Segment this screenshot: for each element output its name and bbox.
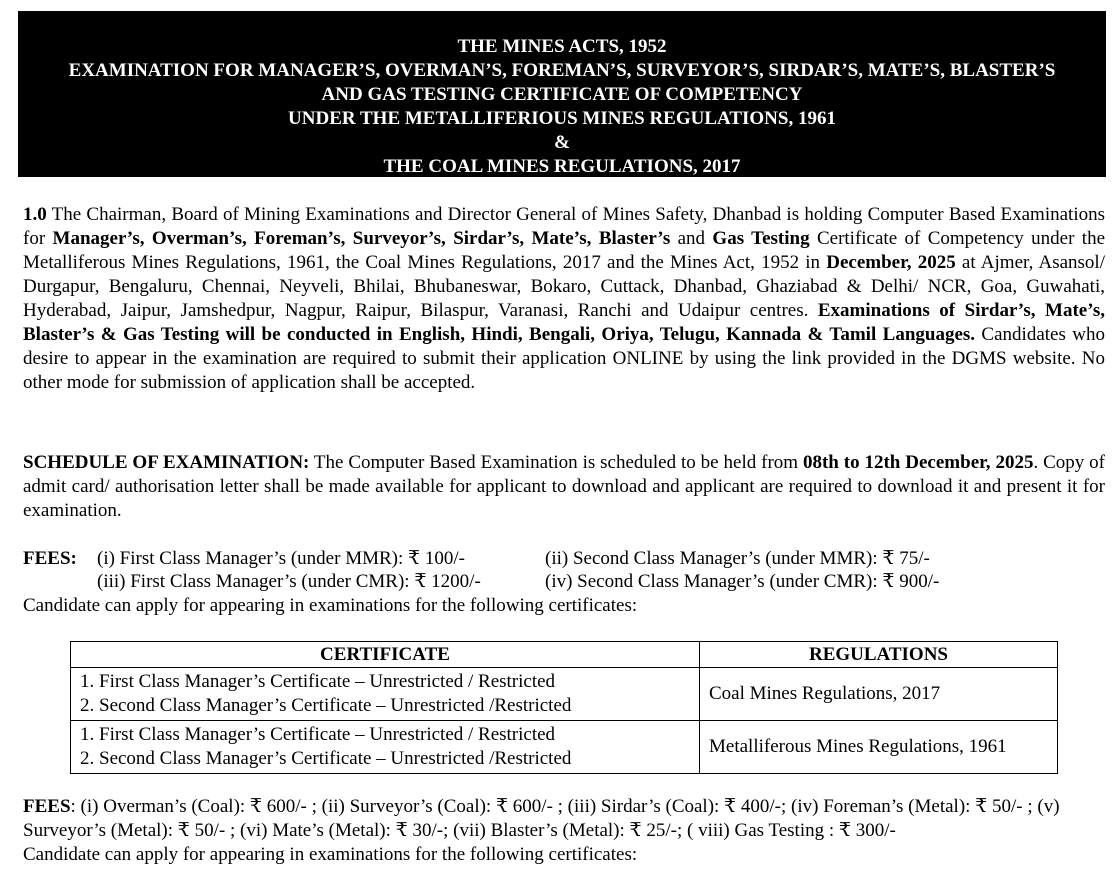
- schedule-dates: 08th to 12th December, 2025: [802, 452, 1034, 473]
- intro-bold-month: December, 2025: [826, 252, 956, 273]
- table-row: [71, 721, 1058, 774]
- intro-text-3: Certificate of Competency under the Metalliferous Mines Regulations, 1961, the Coal Mines Regulations, 2017 and the Mines Act, 1952 in: [23, 228, 1106, 273]
- schedule-text-1: The Computer Based Examination is scheduled to be held from: [309, 452, 803, 473]
- certificate-table: [70, 641, 1058, 774]
- list-item: 1. First Class Manager’s Certificate – Unrestricted / Restricted: [80, 724, 556, 745]
- intro-bold-gas-testing: Gas Testing: [712, 228, 810, 249]
- table-row: [71, 668, 1058, 721]
- fees-label-text: FEES:: [23, 548, 77, 569]
- section-number: 1.0: [23, 204, 47, 225]
- header-line-3: AND GAS TESTING CERTIFICATE OF COMPETENCY: [321, 84, 803, 105]
- header-line-2: EXAMINATION FOR MANAGER’S, OVERMAN’S, FOREMAN’S, SURVEYOR’S, SIRDAR’S, MATE’S, BLASTER’S: [68, 60, 1056, 81]
- intro-text-4: at Ajmer, Asansol/ Durgapur, Bengaluru, Chennai, Neyveli, Bhilai, Bhubaneswar, Bokaro, Cuttack, Dhanbad, Ghaziabad & Delhi/ NCR, Goa, Guwahati, Hyderabad, Jaipur, Jamshedpur, Nagpur, Raipur, Bilaspur, Varanasi, Ranchi and Udaipur centres.: [23, 252, 1105, 321]
- schedule-paragraph: [23, 451, 1105, 523]
- header-line-5: &: [554, 132, 570, 153]
- fee-first-class-mmr: (i) First Class Manager’s (under MMR): ₹ 100/-: [97, 548, 465, 569]
- regulation-cell: Coal Mines Regulations, 2017: [700, 668, 1058, 721]
- fees-2-note: Candidate can apply for appearing in examinations for the following certificates:: [23, 844, 638, 865]
- intro-text-1: The Chairman, Board of Mining Examinations and Director General of Mines Safety, Dhanbad is holding Computer Based Examinations for: [23, 204, 1105, 249]
- intro-bold-languages: Examinations of Sirdar’s, Mate’s, Blaster’s & Gas Testing will be conducted in English, Hindi, Bengali, Oriya, Telugu, Kannada & Tamil Languages.: [23, 300, 1105, 345]
- fees-2-paragraph: [23, 795, 1111, 843]
- intro-text-2: and: [670, 228, 713, 249]
- fee-first-class-cmr: (iii) First Class Manager’s (under CMR): ₹ 1200/-: [97, 571, 481, 592]
- fee-second-class-mmr: (ii) Second Class Manager’s (under MMR): ₹ 75/-: [545, 548, 930, 569]
- fee-second-class-cmr: (iv) Second Class Manager’s (under CMR): ₹ 900/-: [545, 571, 940, 592]
- fees-label: [23, 547, 77, 571]
- list-item: 2. Second Class Manager’s Certificate – Unrestricted /Restricted: [80, 695, 572, 716]
- fees-2-label: FEES: [23, 796, 71, 817]
- notice-header: [18, 11, 1106, 177]
- table-header-row: [71, 642, 1058, 668]
- certificate-column-header: CERTIFICATE: [71, 642, 700, 668]
- fees-note: Candidate can apply for appearing in examinations for the following certificates:: [23, 595, 638, 616]
- intro-bold-certificates: Manager’s, Overman’s, Foreman’s, Surveyor’s, Sirdar’s, Mate’s, Blaster’s: [52, 228, 671, 249]
- schedule-text-2: . Copy of admit card/ authorisation letter shall be made available for applicant to download and applicant are required to download it and present it for examination.: [23, 452, 1106, 521]
- certificate-list: [71, 668, 700, 721]
- list-item: 1. First Class Manager’s Certificate – Unrestricted / Restricted: [80, 671, 556, 692]
- header-line-4: UNDER THE METALLIFERIOUS MINES REGULATIONS, 1961: [288, 108, 836, 129]
- list-item: 2. Second Class Manager’s Certificate – Unrestricted /Restricted: [80, 748, 572, 769]
- header-line-6: THE COAL MINES REGULATIONS, 2017: [383, 156, 741, 177]
- schedule-label: SCHEDULE OF EXAMINATION:: [23, 452, 310, 473]
- intro-text-5: Candidates who desire to appear in the examination are required to submit their application ONLINE by using the link provided in the DGMS website. No other mode for submission of application shall be accepted.: [23, 324, 1105, 393]
- regulation-cell: Metalliferous Mines Regulations, 1961: [700, 721, 1058, 774]
- fees-2-text: : (i) Overman’s (Coal): ₹ 600/- ; (ii) Surveyor’s (Coal): ₹ 600/- ; (iii) Sirdar’s (Coal): ₹ 400/-; (iv) Foreman’s (Metal): ₹ 50/- ; (v) Surveyor’s (Metal): ₹ 50/- ; (vi) Mate’s (Metal): ₹ 30/-; (vii) Blaster’s (Metal): ₹ 25/-; ( viii) Gas Testing : ₹ 300/-: [23, 796, 1060, 841]
- certificate-list: [71, 721, 700, 774]
- header-line-1: THE MINES ACTS, 1952: [457, 36, 667, 57]
- regulations-column-header: REGULATIONS: [700, 642, 1058, 668]
- intro-paragraph: [23, 203, 1105, 395]
